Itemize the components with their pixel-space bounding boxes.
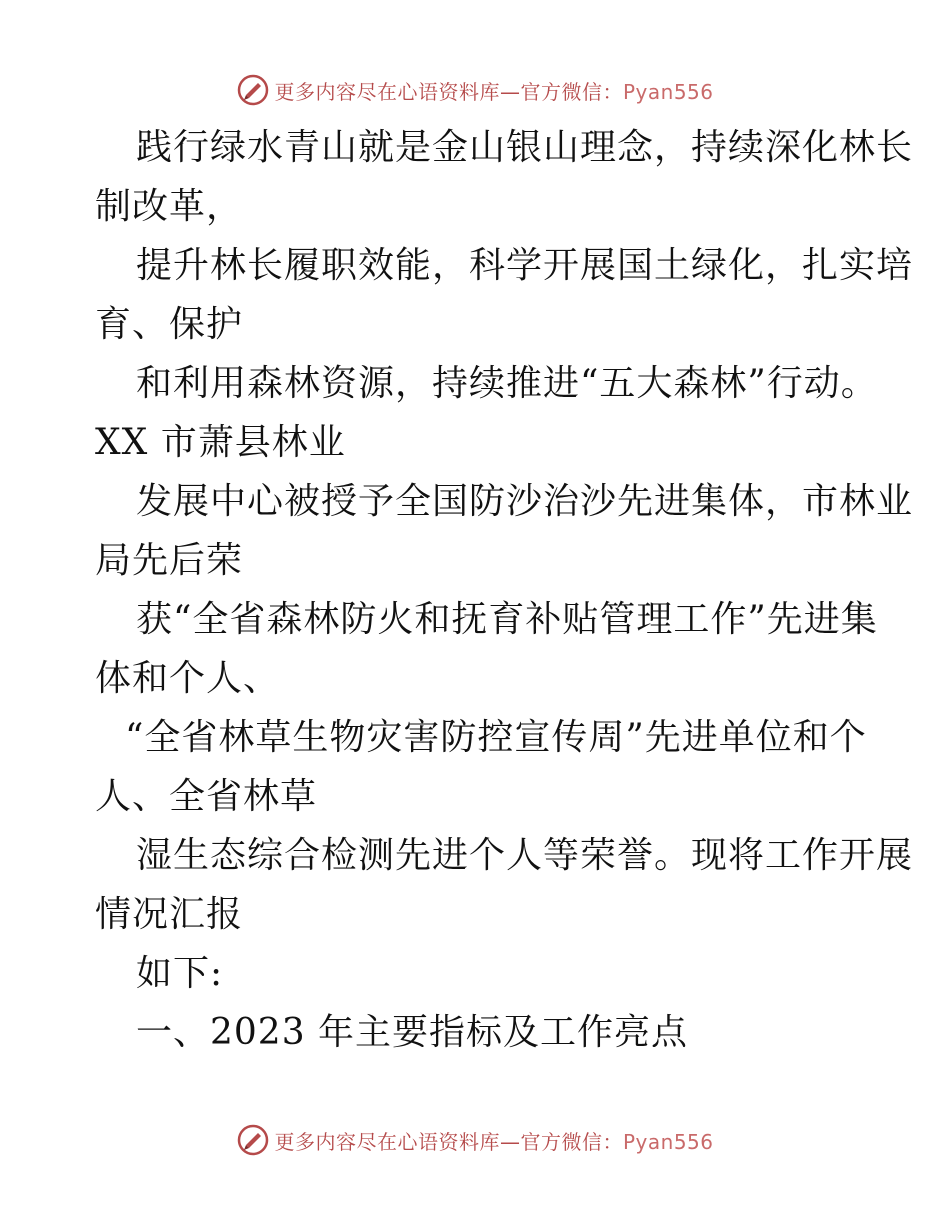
paragraph-line: 育、保护 (95, 304, 244, 345)
paragraph-line: XX 市萧县林业 (95, 422, 346, 463)
paragraph-line: 获“全省森林防火和抚育补贴管理工作”先进集 (136, 599, 878, 640)
paragraph-line: “全省林草生物灾害防控宣传周”先进单位和个 (125, 717, 867, 758)
paragraph-line: 如下: (136, 953, 224, 994)
pen-logo-icon (236, 1123, 270, 1157)
document-body (95, 118, 914, 1062)
paragraph-line: 践行绿水青山就是金山银山理念，持续深化林长 (136, 127, 914, 168)
paragraph-line: 局先后荣 (95, 540, 244, 581)
paragraph-line: 人、全省林草 (95, 776, 318, 817)
paragraph-line: 制改革， (95, 186, 244, 227)
header-watermark (0, 70, 950, 110)
paragraph-line: 体和个人、 (95, 658, 281, 699)
watermark-text: 更多内容尽在心语资料库—官方微信：Pyan556 (274, 1129, 714, 1154)
paragraph-line: 提升林长履职效能，科学开展国土绿化，扎实培 (136, 245, 914, 286)
footer-watermark (0, 1120, 950, 1160)
paragraph-line: 湿生态综合检测先进个人等荣誉。现将工作开展 (136, 835, 914, 876)
watermark-text: 更多内容尽在心语资料库—官方微信：Pyan556 (274, 79, 714, 104)
paragraph-line: 情况汇报 (95, 894, 244, 935)
paragraph-line: 发展中心被授予全国防沙治沙先进集体，市林业 (136, 481, 914, 522)
pen-logo-icon (236, 73, 270, 107)
paragraph-line: 和利用森林资源，持续推进“五大森林”行动。 (136, 363, 878, 404)
section-heading: 一、2023 年主要指标及工作亮点 (136, 1012, 689, 1053)
